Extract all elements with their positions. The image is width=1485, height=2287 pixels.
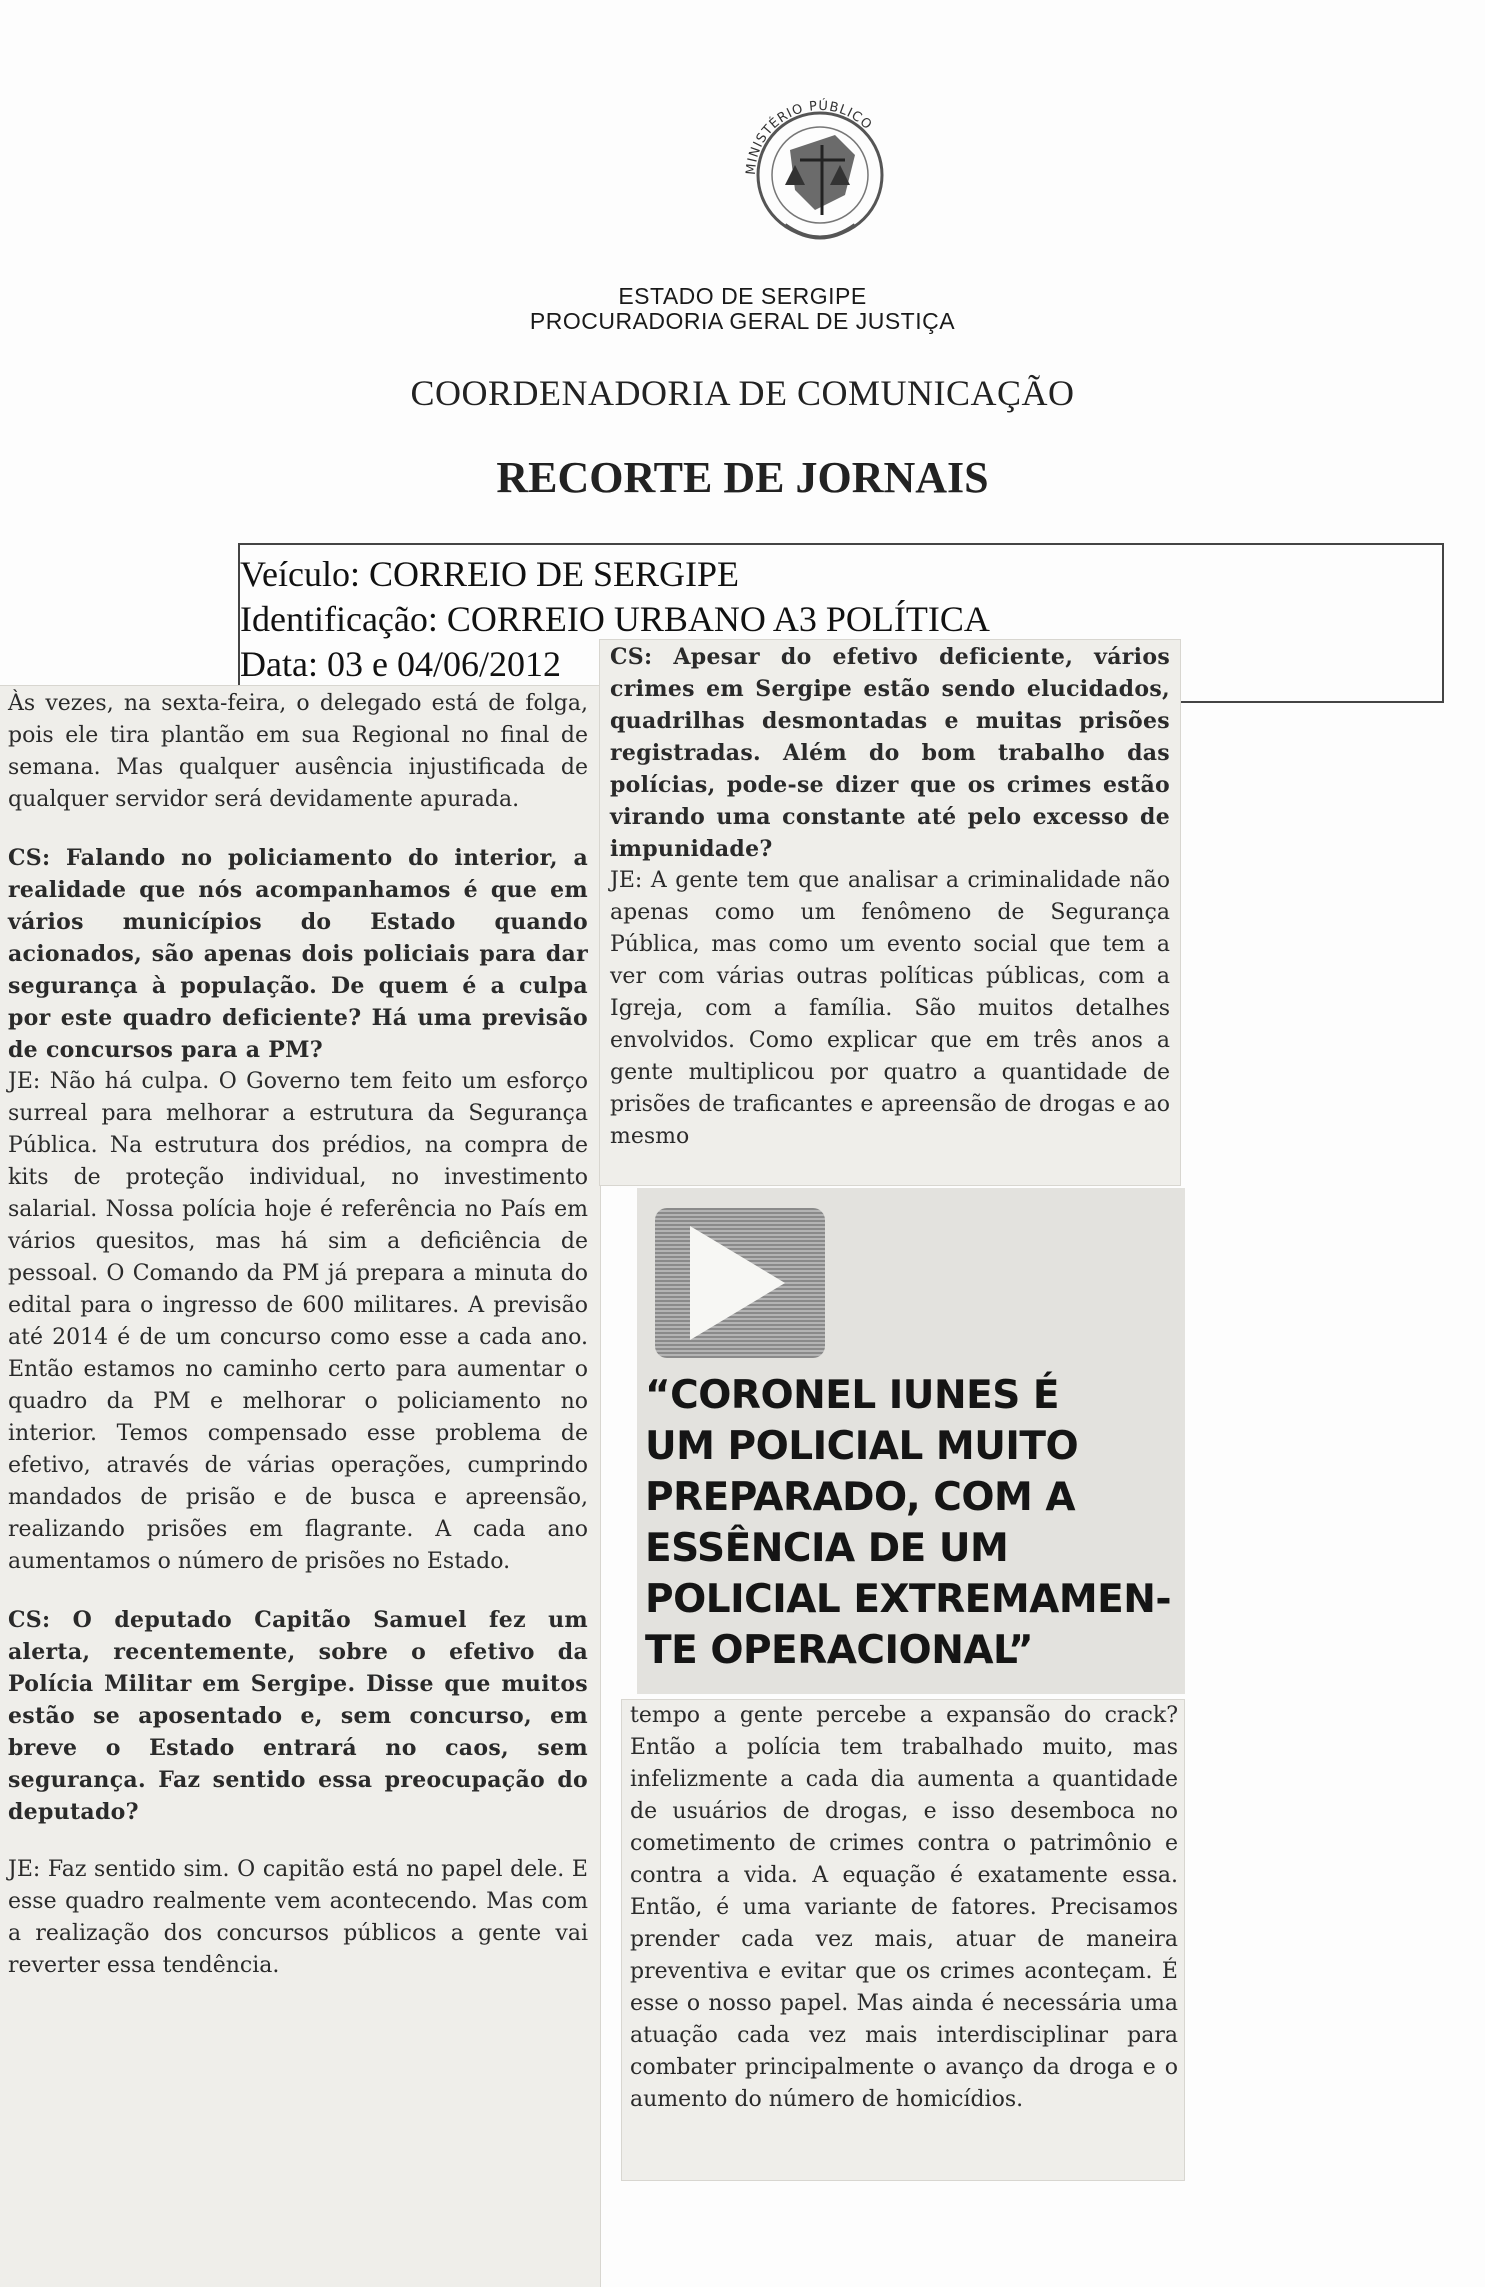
arrow-right-icon: [690, 1226, 785, 1340]
question: CS: O deputado Capitão Samuel fez um alerta, recentemente, sobre o efetivo da Polícia Militar em Sergipe. Disse que muitos estão se aposentado e, sem concurso, em breve o Estado entrará no caos, sem segurança. Faz sentido essa preocupação do deputado?: [8, 1607, 588, 1825]
question: CS: Apesar do efetivo deficiente, vários crimes em Sergipe estão sendo elucidados, quadrilhas desmontadas e muitas prisões registradas. Além do bom trabalho das polícias, pode-se dizer que os crimes estão virando uma constante até pelo excesso de impunidade?: [610, 644, 1170, 862]
right-bottom-article-column: [630, 1700, 1178, 2116]
seal-text: MINISTÉRIO PÚBLICO: [743, 98, 875, 176]
answer: JE: A gente tem que analisar a criminalidade não apenas como um fenômeno de Segurança Pública, mas como um evento social que tem a ver com várias outras políticas públicas, com a Igreja, com a família. São muitos detalhes envolvidos. Como explicar que em três anos a gente multiplicou por quatro a quantidade de prisões de traficantes e apreensão de drogas e ao mesmo: [610, 868, 1170, 1149]
right-top-article-column: [610, 641, 1170, 1153]
answer: tempo a gente percebe a expansão do crack? Então a polícia tem trabalhado muito, mas infelizmente a cada dia aumenta a quantidade de usuários de drogas, e isso desemboca no cometimento de crimes contra o patrimônio e contra a vida. A equação é exatamente essa. Então, é uma variante de fatores. Precisamos prender cada vez mais, atuar de maneira preventiva e evitar que os crimes aconteçam. É esse o nosso papel. Mas ainda é necessária uma atuação cada vez mais interdisciplinar para combater principalmente o avanço da droga e o aumento do número de homicídios.: [630, 1703, 1178, 2112]
pull-quote-graphic: [637, 1188, 1185, 1694]
answer: JE: Faz sentido sim. O capitão está no papel dele. E esse quadro realmente vem acontecendo. Mas com a realização dos concursos públicos a gente vai reverter essa tendência.: [8, 1857, 588, 1978]
pull-quote-text: “CORONEL IUNES É UM POLICIAL MUITO PREPARADO, COM A ESSÊNCIA DE UM POLICIAL EXTREMAMEN- TE OPERACIONAL”: [645, 1373, 1172, 1673]
identification-line: Identificação: CORREIO URBANO A3 POLÍTICA: [240, 599, 990, 639]
answer: JE: Não há culpa. O Governo tem feito um esforço surreal para melhorar a estrutura da Segurança Pública. Na estrutura dos prédios, na compra de kits de proteção individual, no investimento salarial. Nossa polícia hoje é referência no País em vários quesitos, mas há sim a deficiência de pessoal. O Comando da PM já prepara a minuta do edital para o ingresso de 600 militares. A previsão até 2014 é de um concurso como esse a cada ano. Então estamos no caminho certo para aumentar o quadro da PM e melhorar o policiamento no interior. Temos compensado esse problema de efetivo, através de várias operações, cumprindo mandados de prisão e de busca e apreensão, realizando prisões em flagrante. A cada ano aumentamos o número de prisões no Estado.: [8, 1069, 588, 1574]
office-label: PROCURADORIA GERAL DE JUSTIÇA: [529, 308, 956, 334]
state-label: ESTADO DE SERGIPE: [618, 283, 867, 309]
ministerio-publico-seal: [725, 75, 915, 265]
vehicle-line: Veículo: CORREIO DE SERGIPE: [240, 554, 739, 594]
section-title: RECORTE DE JORNAIS: [496, 453, 989, 502]
paragraph: Às vezes, na sexta-feira, o delegado está de folga, pois ele tira plantão em sua Regional no final de semana. Mas qualquer ausência injustificada de qualquer servidor será devidamente apurada.: [8, 691, 588, 812]
arrow-box: [655, 1208, 825, 1358]
left-article-column: [8, 688, 588, 1982]
question: CS: Falando no policiamento do interior, a realidade que nós acompanhamos é que em vários municípios do Estado quando acionados, são apenas dois policiais para dar segurança à população. De quem é a culpa por este quadro deficiente? Há uma previsão de concursos para a PM?: [8, 845, 588, 1063]
department-title: COORDENADORIA DE COMUNICAÇÃO: [410, 373, 1075, 413]
date-line: Data: 03 e 04/06/2012: [240, 644, 561, 684]
